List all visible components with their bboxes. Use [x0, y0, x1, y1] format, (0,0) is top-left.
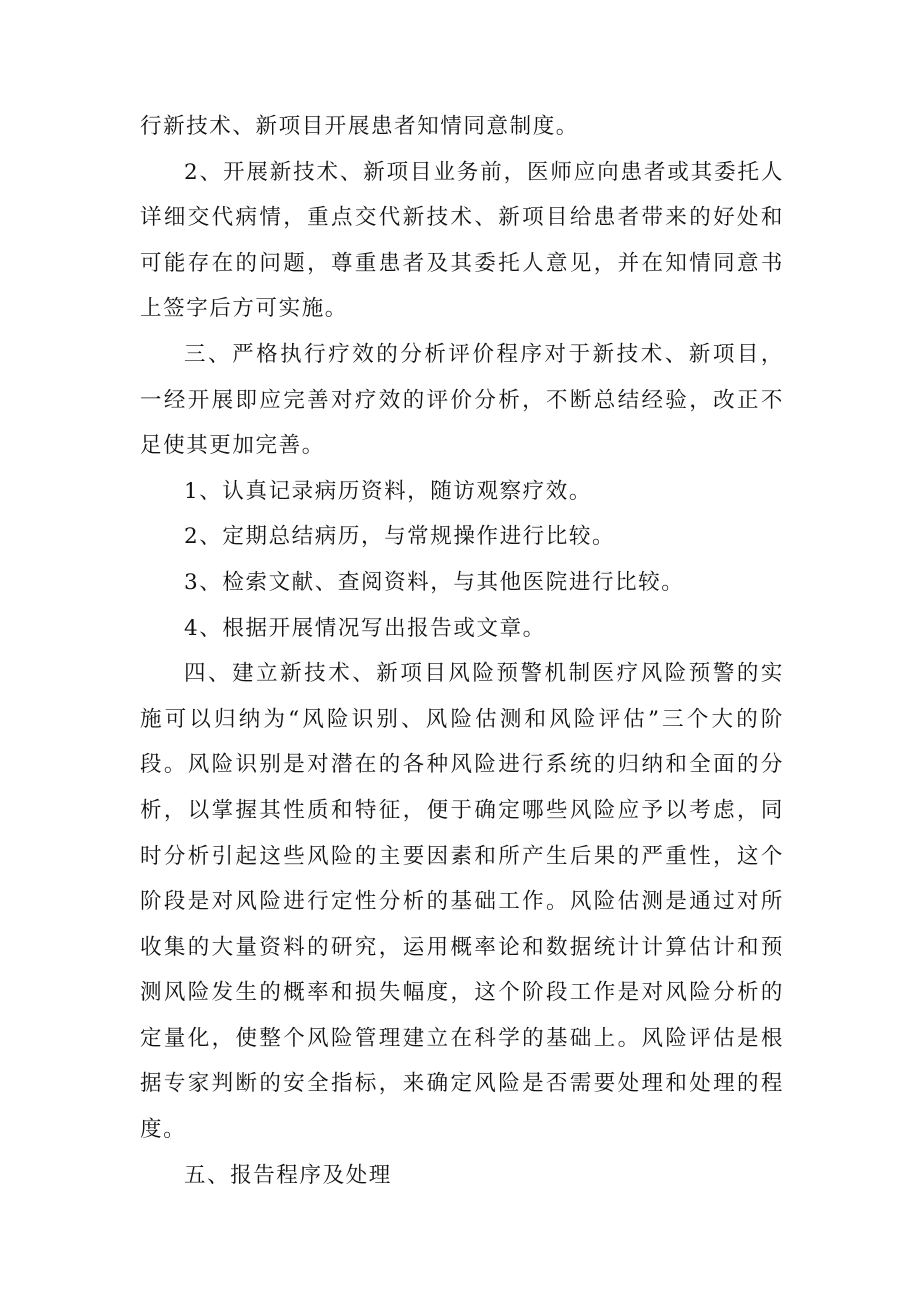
paragraph-section-4-risk-warning: 四、建立新技术、新项目风险预警机制医疗风险预警的实施可以归纳为“风险识别、风险估测和风险评估”三个大的阶段。风险识别是对潜在的各种风险进行系统的归纳和全面的分析，以掌握其性质和特征，便于确定哪些风险应予以考虑，同时分析引起这些风险的主要因素和所产生后果的严重性，这个阶段是对风险进行定性分析的基础工作。风险估测是通过对所收集的大量资料的研究，运用概率论和数据统计计算估计和预测风险发生的概率和损失幅度，这个阶段工作是对风险分析的定量化，使整个风险管理建立在科学的基础上。风险评估是根据专家判断的安全指标，来确定风险是否需要处理和处理的程度。	[140, 661, 784, 1143]
paragraph-continuation: 行新技术、新项目开展患者知情同意制度。	[140, 114, 579, 139]
paragraph-item-4-report: 4、根据开展情况写出报告或文章。	[184, 615, 546, 641]
document-body	[140, 104, 784, 1198]
paragraph-item-1-records: 1、认真记录病历资料，随访观察疗效。	[184, 478, 592, 504]
paragraph-section-3-efficacy-evaluation: 三、严格执行疗效的分析评价程序对于新技术、新项目，一经开展即应完善对疗效的评价分析，不断总结经验，改正不足使其更加完善。	[140, 341, 784, 459]
paragraph-item-2-informed-consent: 2、开展新技术、新项目业务前，医师应向患者或其委托人详细交代病情，重点交代新技术、新项目给患者带来的好处和可能存在的问题，尊重患者及其委托人意见，并在知情同意书上签字后方可实施。	[140, 159, 784, 322]
paragraph-item-3-literature: 3、检索文献、查阅资料，与其他医院进行比较。	[184, 569, 685, 595]
paragraph-item-2-summary: 2、定期总结病历，与常规操作进行比较。	[184, 524, 616, 550]
paragraph-section-5-report-procedure: 五、报告程序及处理	[184, 1162, 392, 1188]
